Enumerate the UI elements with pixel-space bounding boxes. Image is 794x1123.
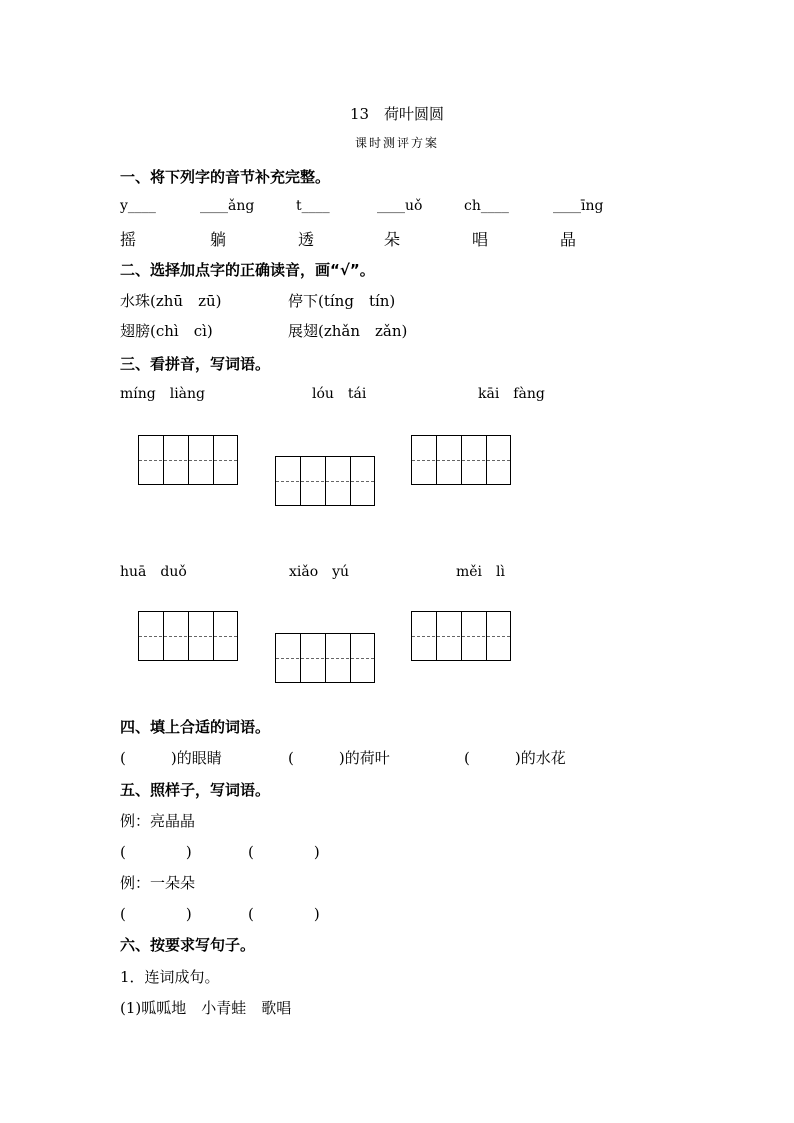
syllable-3: t____: [296, 198, 330, 214]
section-1-heading: 一、将下列字的音节补充完整。: [120, 168, 331, 186]
pinyin-3: kāi fàng: [478, 386, 545, 402]
example-1: 例：亮晶晶: [120, 812, 196, 830]
fill-blank-1[interactable]: ( )的眼睛: [120, 749, 222, 767]
reading-choice-4[interactable]: 展翅(zhǎn zǎn): [288, 322, 408, 340]
document-title: 13 荷叶圆圆: [349, 105, 445, 123]
char-2: 躺: [210, 230, 227, 249]
section-3-heading: 三、看拼音，写词语。: [120, 355, 271, 373]
section-5-heading: 五、照样子，写词语。: [120, 781, 271, 799]
char-3: 透: [298, 230, 315, 249]
syllable-6: ____īng: [553, 198, 604, 214]
char-5: 唱: [472, 230, 489, 249]
subsection-1: 1．连词成句。: [120, 968, 220, 986]
reading-choice-1[interactable]: 水珠(zhū zū): [120, 292, 222, 310]
answer-blank-1[interactable]: ( ): [120, 843, 192, 861]
char-6: 晶: [560, 230, 577, 249]
reading-choice-3[interactable]: 翅膀(chì cì): [120, 322, 213, 340]
char-1: 摇: [120, 230, 137, 249]
writing-grid-4[interactable]: [138, 611, 238, 661]
pinyin-5: xiǎo yú: [289, 564, 350, 580]
pinyin-1: míng liàng: [120, 386, 206, 402]
pinyin-4: huā duǒ: [120, 564, 187, 580]
answer-blank-4[interactable]: ( ): [248, 905, 320, 923]
answer-blank-3[interactable]: ( ): [120, 905, 192, 923]
section-2-heading: 二、选择加点字的正确读音，画“√”。: [120, 261, 375, 279]
answer-blank-2[interactable]: ( ): [248, 843, 320, 861]
fill-blank-2[interactable]: ( )的荷叶: [288, 749, 390, 767]
pinyin-6: měi lì: [456, 564, 505, 580]
section-4-heading: 四、填上合适的词语。: [120, 718, 271, 736]
section-6-heading: 六、按要求写句子。: [120, 936, 256, 954]
example-2: 例：一朵朵: [120, 874, 196, 892]
syllable-4: ____uǒ: [377, 198, 423, 214]
writing-grid-3[interactable]: [411, 435, 511, 485]
reading-choice-2[interactable]: 停下(tíng tín): [288, 292, 396, 310]
pinyin-2: lóu tái: [312, 386, 367, 402]
syllable-5: ch____: [464, 198, 509, 214]
writing-grid-2[interactable]: [275, 456, 375, 506]
sentence-item-1: (1)呱呱地 小青蛙 歌唱: [120, 999, 292, 1017]
char-4: 朵: [384, 230, 401, 249]
fill-blank-3[interactable]: ( )的水花: [464, 749, 566, 767]
syllable-2: ____ǎng: [200, 198, 255, 214]
syllable-1: y____: [120, 198, 156, 214]
writing-grid-5[interactable]: [275, 633, 375, 683]
document-subtitle: 课时测评方案: [354, 136, 439, 150]
writing-grid-1[interactable]: [138, 435, 238, 485]
writing-grid-6[interactable]: [411, 611, 511, 661]
